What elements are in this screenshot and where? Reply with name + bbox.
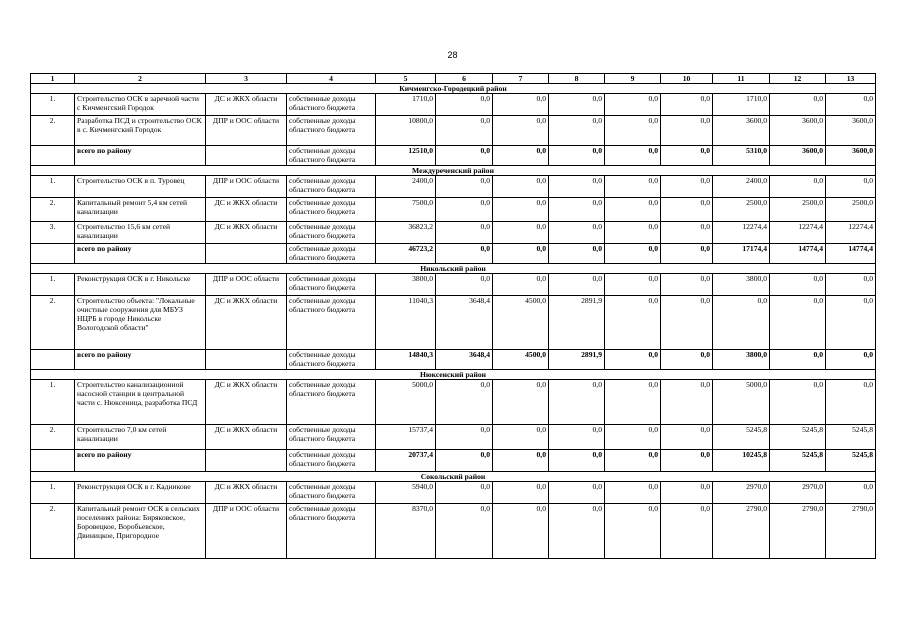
value-cell: 2891,9 (549, 350, 605, 370)
funding-source: собственные доходы областного бюджета (287, 244, 376, 264)
value-cell: 0,0 (493, 244, 549, 264)
value-cell: 17174,4 (713, 244, 770, 264)
value-cell: 3800,0 (376, 274, 436, 296)
value-cell: 0,0 (493, 222, 549, 244)
value-cell: 0,0 (549, 482, 605, 504)
value-cell: 0,0 (549, 425, 605, 450)
value-cell: 0,0 (826, 296, 876, 350)
department: ДС и ЖКХ области (206, 380, 287, 425)
value-cell: 0,0 (826, 176, 876, 198)
column-header: 4 (287, 74, 376, 84)
value-cell: 0,0 (436, 116, 493, 146)
column-header: 1 (31, 74, 75, 84)
value-cell: 0,0 (549, 274, 605, 296)
value-cell: 5310,0 (713, 146, 770, 166)
value-cell: 0,0 (605, 176, 661, 198)
funding-source: собственные доходы областного бюджета (287, 274, 376, 296)
value-cell: 14774,4 (770, 244, 826, 264)
value-cell: 0,0 (436, 222, 493, 244)
row-number (31, 146, 75, 166)
department: ДПР и ООС области (206, 274, 287, 296)
value-cell: 0,0 (605, 350, 661, 370)
value-cell: 2400,0 (713, 176, 770, 198)
value-cell: 1710,0 (376, 94, 436, 116)
region-title: Нюксенский район (31, 370, 876, 380)
region-title: Никольский район (31, 264, 876, 274)
value-cell: 0,0 (661, 244, 713, 264)
value-cell: 0,0 (436, 244, 493, 264)
row-number: 2. (31, 425, 75, 450)
object-name: Строительство ОСК в заречной части с Кичменгский Городок (75, 94, 206, 116)
row-number (31, 244, 75, 264)
funding-source: собственные доходы областного бюджета (287, 222, 376, 244)
value-cell: 0,0 (605, 94, 661, 116)
row-number: 2. (31, 198, 75, 222)
row-number (31, 350, 75, 370)
value-cell: 0,0 (493, 176, 549, 198)
object-name: Капитальный ремонт 5,4 км сетей канализации (75, 198, 206, 222)
value-cell: 0,0 (661, 425, 713, 450)
value-cell: 0,0 (605, 222, 661, 244)
value-cell: 0,0 (436, 176, 493, 198)
value-cell: 0,0 (605, 244, 661, 264)
value-cell: 0,0 (661, 94, 713, 116)
department: ДС и ЖКХ области (206, 425, 287, 450)
value-cell: 0,0 (826, 350, 876, 370)
region-row (31, 472, 876, 482)
department: ДПР и ООС области (206, 176, 287, 198)
value-cell: 0,0 (605, 450, 661, 472)
value-cell: 0,0 (661, 450, 713, 472)
value-cell: 3600,0 (713, 116, 770, 146)
region-row (31, 166, 876, 176)
value-cell: 2500,0 (770, 198, 826, 222)
value-cell: 0,0 (661, 116, 713, 146)
value-cell: 0,0 (493, 380, 549, 425)
value-cell: 0,0 (661, 176, 713, 198)
value-cell: 0,0 (713, 296, 770, 350)
value-cell: 0,0 (826, 94, 876, 116)
value-cell: 0,0 (493, 504, 549, 559)
value-cell: 3800,0 (713, 274, 770, 296)
column-header: 10 (661, 74, 713, 84)
value-cell: 0,0 (549, 176, 605, 198)
table-row (31, 222, 876, 244)
header-row (31, 74, 876, 84)
table-row (31, 504, 876, 559)
column-header: 7 (493, 74, 549, 84)
value-cell: 36823,2 (376, 222, 436, 244)
value-cell: 5245,8 (770, 425, 826, 450)
column-header: 11 (713, 74, 770, 84)
value-cell: 0,0 (493, 482, 549, 504)
row-number: 1. (31, 380, 75, 425)
value-cell: 0,0 (436, 425, 493, 450)
value-cell: 0,0 (661, 504, 713, 559)
region-title: Междуреченский район (31, 166, 876, 176)
funding-source: собственные доходы областного бюджета (287, 146, 376, 166)
value-cell: 0,0 (493, 198, 549, 222)
value-cell: 0,0 (661, 146, 713, 166)
row-number: 2. (31, 296, 75, 350)
value-cell: 0,0 (436, 380, 493, 425)
value-cell: 0,0 (661, 350, 713, 370)
region-row (31, 84, 876, 94)
value-cell: 0,0 (549, 244, 605, 264)
value-cell: 2500,0 (826, 198, 876, 222)
value-cell: 2400,0 (376, 176, 436, 198)
department: ДПР и ООС области (206, 504, 287, 559)
value-cell: 2891,9 (549, 296, 605, 350)
funding-source: собственные доходы областного бюджета (287, 296, 376, 350)
value-cell: 0,0 (770, 94, 826, 116)
value-cell: 0,0 (436, 482, 493, 504)
value-cell: 46723,2 (376, 244, 436, 264)
value-cell: 0,0 (770, 350, 826, 370)
column-header: 13 (826, 74, 876, 84)
funding-source: собственные доходы областного бюджета (287, 380, 376, 425)
region-row (31, 370, 876, 380)
row-number: 2. (31, 116, 75, 146)
total-row (31, 244, 876, 264)
row-number: 3. (31, 222, 75, 244)
value-cell: 0,0 (493, 116, 549, 146)
value-cell: 2790,0 (826, 504, 876, 559)
object-name: всего по району (75, 350, 206, 370)
table-row (31, 380, 876, 425)
value-cell: 5245,8 (713, 425, 770, 450)
object-name: Строительство 15,6 км сетей канализации (75, 222, 206, 244)
value-cell: 14840,3 (376, 350, 436, 370)
table-row (31, 116, 876, 146)
page-number: 28 (447, 50, 458, 60)
value-cell: 0,0 (493, 274, 549, 296)
value-cell: 0,0 (661, 274, 713, 296)
value-cell: 0,0 (493, 146, 549, 166)
department (206, 350, 287, 370)
column-header: 6 (436, 74, 493, 84)
row-number (31, 450, 75, 472)
column-header: 12 (770, 74, 826, 84)
value-cell: 0,0 (770, 176, 826, 198)
value-cell: 0,0 (605, 296, 661, 350)
value-cell: 10245,8 (713, 450, 770, 472)
value-cell: 3600,0 (770, 146, 826, 166)
value-cell: 4500,0 (493, 296, 549, 350)
funding-source: собственные доходы областного бюджета (287, 482, 376, 504)
column-header: 5 (376, 74, 436, 84)
funding-source: собственные доходы областного бюджета (287, 450, 376, 472)
value-cell: 7500,0 (376, 198, 436, 222)
object-name: всего по району (75, 146, 206, 166)
object-name: всего по району (75, 450, 206, 472)
value-cell: 2790,0 (770, 504, 826, 559)
value-cell: 11040,3 (376, 296, 436, 350)
table-row (31, 274, 876, 296)
value-cell: 0,0 (605, 198, 661, 222)
value-cell: 0,0 (493, 450, 549, 472)
value-cell: 0,0 (661, 380, 713, 425)
value-cell: 0,0 (770, 296, 826, 350)
funding-source: собственные доходы областного бюджета (287, 504, 376, 559)
value-cell: 2970,0 (713, 482, 770, 504)
value-cell: 5245,8 (770, 450, 826, 472)
value-cell: 12274,4 (770, 222, 826, 244)
value-cell: 0,0 (436, 274, 493, 296)
value-cell: 0,0 (826, 482, 876, 504)
value-cell: 3600,0 (826, 146, 876, 166)
value-cell: 0,0 (605, 146, 661, 166)
value-cell: 5000,0 (713, 380, 770, 425)
value-cell: 0,0 (549, 222, 605, 244)
department: ДС и ЖКХ области (206, 482, 287, 504)
department: ДС и ЖКХ области (206, 222, 287, 244)
value-cell: 5000,0 (376, 380, 436, 425)
value-cell: 1710,0 (713, 94, 770, 116)
value-cell: 2790,0 (713, 504, 770, 559)
region-title: Сокольский район (31, 472, 876, 482)
column-header: 2 (75, 74, 206, 84)
table-row (31, 425, 876, 450)
total-row (31, 350, 876, 370)
value-cell: 0,0 (493, 94, 549, 116)
value-cell: 0,0 (605, 504, 661, 559)
value-cell: 0,0 (436, 146, 493, 166)
value-cell: 0,0 (549, 94, 605, 116)
object-name: Строительство ОСК в п. Туровец (75, 176, 206, 198)
value-cell: 0,0 (605, 116, 661, 146)
value-cell: 0,0 (436, 198, 493, 222)
value-cell: 0,0 (661, 222, 713, 244)
value-cell: 0,0 (549, 146, 605, 166)
table-row (31, 198, 876, 222)
value-cell: 3800,0 (713, 350, 770, 370)
table-row (31, 176, 876, 198)
value-cell: 3600,0 (826, 116, 876, 146)
value-cell: 0,0 (661, 296, 713, 350)
value-cell: 0,0 (605, 482, 661, 504)
value-cell: 4500,0 (493, 350, 549, 370)
value-cell: 0,0 (826, 274, 876, 296)
table-row (31, 94, 876, 116)
value-cell: 0,0 (549, 450, 605, 472)
object-name: Разработка ПСД и строительство ОСК в с. Кичменгский Городок (75, 116, 206, 146)
department: ДС и ЖКХ области (206, 296, 287, 350)
value-cell: 20737,4 (376, 450, 436, 472)
department: ДС и ЖКХ области (206, 94, 287, 116)
value-cell: 0,0 (826, 380, 876, 425)
table-row (31, 482, 876, 504)
value-cell: 3648,4 (436, 350, 493, 370)
value-cell: 5940,0 (376, 482, 436, 504)
value-cell: 0,0 (605, 274, 661, 296)
object-name: Строительство канализационной насосной станции в центральной части с. Нюксеница, разработка ПСД (75, 380, 206, 425)
value-cell: 2970,0 (770, 482, 826, 504)
funding-source: собственные доходы областного бюджета (287, 116, 376, 146)
value-cell: 15737,4 (376, 425, 436, 450)
column-header: 3 (206, 74, 287, 84)
funding-source: собственные доходы областного бюджета (287, 176, 376, 198)
column-header: 9 (605, 74, 661, 84)
value-cell: 0,0 (436, 450, 493, 472)
budget-table (30, 73, 876, 559)
column-header: 8 (549, 74, 605, 84)
value-cell: 0,0 (770, 274, 826, 296)
row-number: 1. (31, 482, 75, 504)
funding-source: собственные доходы областного бюджета (287, 350, 376, 370)
row-number: 1. (31, 274, 75, 296)
value-cell: 0,0 (661, 482, 713, 504)
value-cell: 12510,0 (376, 146, 436, 166)
value-cell: 0,0 (549, 504, 605, 559)
value-cell: 2500,0 (713, 198, 770, 222)
department (206, 450, 287, 472)
value-cell: 0,0 (770, 380, 826, 425)
value-cell: 0,0 (436, 504, 493, 559)
region-title: Кичменгско-Городецкий район (31, 84, 876, 94)
value-cell: 14774,4 (826, 244, 876, 264)
row-number: 1. (31, 176, 75, 198)
value-cell: 3600,0 (770, 116, 826, 146)
value-cell: 8370,0 (376, 504, 436, 559)
value-cell: 0,0 (549, 380, 605, 425)
row-number: 1. (31, 94, 75, 116)
object-name: Реконструкция ОСК в г. Кадникове (75, 482, 206, 504)
total-row (31, 146, 876, 166)
value-cell: 0,0 (605, 425, 661, 450)
value-cell: 12274,4 (826, 222, 876, 244)
total-row (31, 450, 876, 472)
value-cell: 0,0 (549, 116, 605, 146)
object-name: Строительство 7,0 км сетей канализации (75, 425, 206, 450)
value-cell: 0,0 (493, 425, 549, 450)
department (206, 146, 287, 166)
region-row (31, 264, 876, 274)
table-row (31, 296, 876, 350)
funding-source: собственные доходы областного бюджета (287, 425, 376, 450)
value-cell: 10800,0 (376, 116, 436, 146)
object-name: Капитальный ремонт ОСК в сельских поселениях района: Биряковское, Боровецкое, Воробьевское, Двиницкое, Пригородное (75, 504, 206, 559)
value-cell: 5245,8 (826, 450, 876, 472)
value-cell: 0,0 (605, 380, 661, 425)
row-number: 2. (31, 504, 75, 559)
object-name: Реконструкция ОСК в г. Никольске (75, 274, 206, 296)
department: ДС и ЖКХ области (206, 198, 287, 222)
object-name: всего по району (75, 244, 206, 264)
funding-source: собственные доходы областного бюджета (287, 198, 376, 222)
value-cell: 12274,4 (713, 222, 770, 244)
funding-source: собственные доходы областного бюджета (287, 94, 376, 116)
object-name: Строительство объекта: "Локальные очистные сооружения для МБУЗ НЦРБ в городе Никольске Вологодской области" (75, 296, 206, 350)
value-cell: 3648,4 (436, 296, 493, 350)
department (206, 244, 287, 264)
value-cell: 5245,8 (826, 425, 876, 450)
value-cell: 0,0 (436, 94, 493, 116)
value-cell: 0,0 (549, 198, 605, 222)
department: ДПР и ООС области (206, 116, 287, 146)
value-cell: 0,0 (661, 198, 713, 222)
